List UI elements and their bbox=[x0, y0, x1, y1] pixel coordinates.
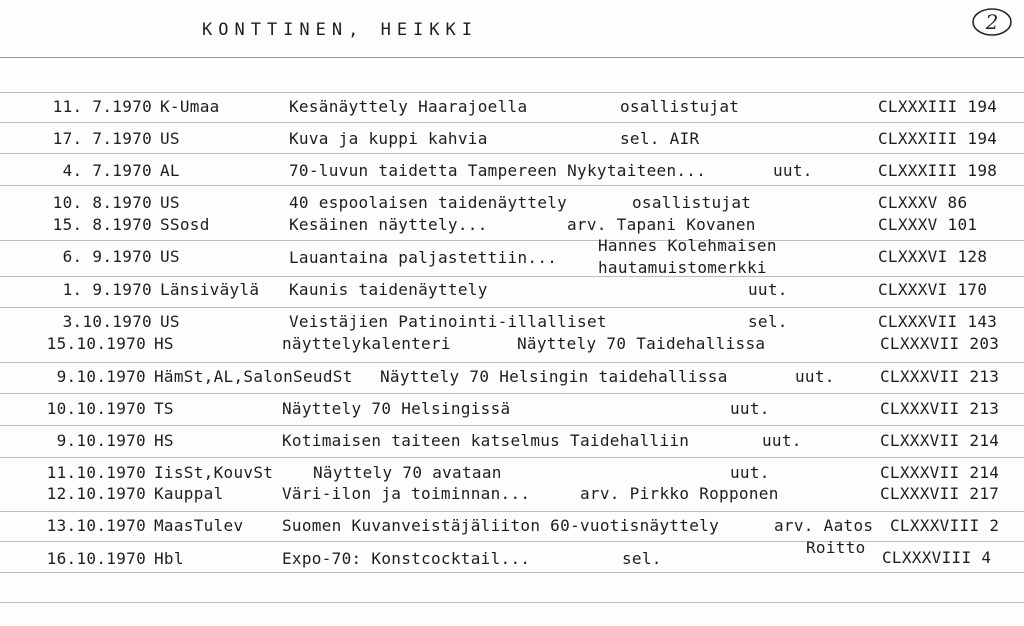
card-number-mark bbox=[970, 6, 1014, 38]
row-date: 11. 7.1970 bbox=[52, 97, 152, 116]
row-ref: CLXXXIII 194 bbox=[878, 97, 998, 116]
row-title: Suomen Kuvanveistäjäliiton 60-vuotisnäyttely bbox=[282, 516, 720, 535]
ruled-line bbox=[0, 307, 1024, 308]
row-title: Kaunis taidenäyttely bbox=[289, 280, 488, 299]
row-title: Kesänäyttely Haarajoella bbox=[289, 97, 528, 116]
row-note: sel. bbox=[748, 312, 788, 331]
row-title: 70-luvun taidetta Tampereen Nykytaiteen... bbox=[289, 161, 707, 180]
row-title: Lauantaina paljastettiin... bbox=[289, 248, 558, 267]
row-note: sel. bbox=[622, 549, 662, 568]
row-date: 15. 8.1970 bbox=[52, 215, 152, 234]
row-note: uut. bbox=[748, 280, 788, 299]
ruled-line bbox=[0, 240, 1024, 241]
row-title: Expo-70: Konstcocktail... bbox=[282, 549, 531, 568]
row-source: HämSt,AL,SalonSeudSt bbox=[154, 367, 353, 386]
row-date: 11.10.1970 bbox=[46, 463, 146, 482]
row-title: Näyttely 70 Helsingissä bbox=[282, 399, 511, 418]
row-note: uut. bbox=[773, 161, 813, 180]
row-title: Kesäinen näyttely... bbox=[289, 215, 488, 234]
row-title: näyttelykalenteri bbox=[282, 334, 451, 353]
row-date: 10. 8.1970 bbox=[52, 193, 152, 212]
ruled-line bbox=[0, 425, 1024, 426]
row-ref: CLXXXIII 198 bbox=[878, 161, 998, 180]
ruled-line bbox=[0, 92, 1024, 93]
row-ref: CLXXXVII 213 bbox=[880, 399, 1000, 418]
row-source: AL bbox=[160, 161, 180, 180]
row-date: 10.10.1970 bbox=[46, 399, 146, 418]
row-note: osallistujat bbox=[632, 193, 752, 212]
row-source: SSosd bbox=[160, 215, 210, 234]
ruled-line bbox=[0, 276, 1024, 277]
row-ref: CLXXXVII 214 bbox=[880, 463, 1000, 482]
row-date: 3.10.1970 bbox=[62, 312, 152, 331]
row-ref: CLXXXV 86 bbox=[878, 193, 968, 212]
row-note: uut. bbox=[795, 367, 835, 386]
row-ref: CLXXXVII 214 bbox=[880, 431, 1000, 450]
row-ref: CLXXXV 101 bbox=[878, 215, 978, 234]
row-source: Länsiväylä bbox=[160, 280, 260, 299]
row-date: 4. 7.1970 bbox=[62, 161, 152, 180]
row-title: Kotimaisen taiteen katselmus Taidehalliin bbox=[282, 431, 690, 450]
row-date: 15.10.1970 bbox=[46, 334, 146, 353]
row-note: Hannes Kolehmaisen bbox=[598, 236, 777, 255]
ruled-line bbox=[0, 572, 1024, 573]
row-date: 17. 7.1970 bbox=[52, 129, 152, 148]
row-source: US bbox=[160, 129, 180, 148]
row-date: 16.10.1970 bbox=[46, 549, 146, 568]
ruled-line bbox=[0, 602, 1024, 603]
row-note: uut. bbox=[730, 399, 770, 418]
row-source: US bbox=[160, 312, 180, 331]
row-ref: CLXXXVI 170 bbox=[878, 280, 988, 299]
row-ref: CLXXXIII 194 bbox=[878, 129, 998, 148]
row-title: Kuva ja kuppi kahvia bbox=[289, 129, 488, 148]
row-ref: CLXXXVIII 2 bbox=[890, 516, 1000, 535]
ruled-line bbox=[0, 122, 1024, 123]
row-note: arv. Aatos bbox=[774, 516, 874, 535]
row-title: 40 espoolaisen taidenäyttely bbox=[289, 193, 568, 212]
ruled-line bbox=[0, 362, 1024, 363]
row-source: MaasTulev bbox=[154, 516, 244, 535]
row-source: Hbl bbox=[154, 549, 184, 568]
row-title: Väri-ilon ja toiminnan... bbox=[282, 484, 531, 503]
row-note: arv. Pirkko Ropponen bbox=[580, 484, 779, 503]
ruled-line bbox=[0, 153, 1024, 154]
row-source: Kauppal bbox=[154, 484, 224, 503]
row-note: osallistujat bbox=[620, 97, 740, 116]
row-ref: CLXXXVI 128 bbox=[878, 247, 988, 266]
ruled-line bbox=[0, 185, 1024, 186]
row-note: uut. bbox=[730, 463, 770, 482]
row-note: uut. bbox=[762, 431, 802, 450]
row-source: TS bbox=[154, 399, 174, 418]
ruled-line bbox=[0, 511, 1024, 512]
row-note-line2: Roitto bbox=[806, 538, 866, 557]
ruled-line bbox=[0, 457, 1024, 458]
row-ref: CLXXXVII 213 bbox=[880, 367, 1000, 386]
ruled-line bbox=[0, 393, 1024, 394]
row-title: Näyttely 70 avataan bbox=[313, 463, 502, 482]
row-title: Näyttely 70 Helsingin taidehallissa bbox=[380, 367, 728, 386]
row-ref: CLXXXVII 203 bbox=[880, 334, 1000, 353]
row-note: sel. AIR bbox=[620, 129, 700, 148]
row-date: 9.10.1970 bbox=[56, 367, 146, 386]
row-date: 12.10.1970 bbox=[46, 484, 146, 503]
row-note: arv. Tapani Kovanen bbox=[567, 215, 756, 234]
row-note-line2: hautamuistomerkki bbox=[598, 258, 767, 277]
ruled-line bbox=[0, 541, 1024, 542]
row-date: 9.10.1970 bbox=[56, 431, 146, 450]
row-source: US bbox=[160, 193, 180, 212]
row-source: IisSt,KouvSt bbox=[154, 463, 274, 482]
row-ref: CLXXXVIII 4 bbox=[882, 548, 992, 567]
row-note: Näyttely 70 Taidehallissa bbox=[517, 334, 766, 353]
row-source: HS bbox=[154, 334, 174, 353]
row-date: 13.10.1970 bbox=[46, 516, 146, 535]
row-ref: CLXXXVII 143 bbox=[878, 312, 998, 331]
card-header-name: KONTTINEN, HEIKKI bbox=[202, 20, 478, 40]
row-ref: CLXXXVII 217 bbox=[880, 484, 1000, 503]
row-title: Veistäjien Patinointi-illalliset bbox=[289, 312, 607, 331]
row-source: HS bbox=[154, 431, 174, 450]
card-number-circle bbox=[970, 6, 1014, 38]
row-date: 1. 9.1970 bbox=[62, 280, 152, 299]
row-source: K-Umaa bbox=[160, 97, 220, 116]
row-date: 6. 9.1970 bbox=[62, 247, 152, 266]
row-source: US bbox=[160, 247, 180, 266]
header-rule bbox=[0, 57, 1024, 58]
card-number: 2 bbox=[985, 10, 999, 34]
